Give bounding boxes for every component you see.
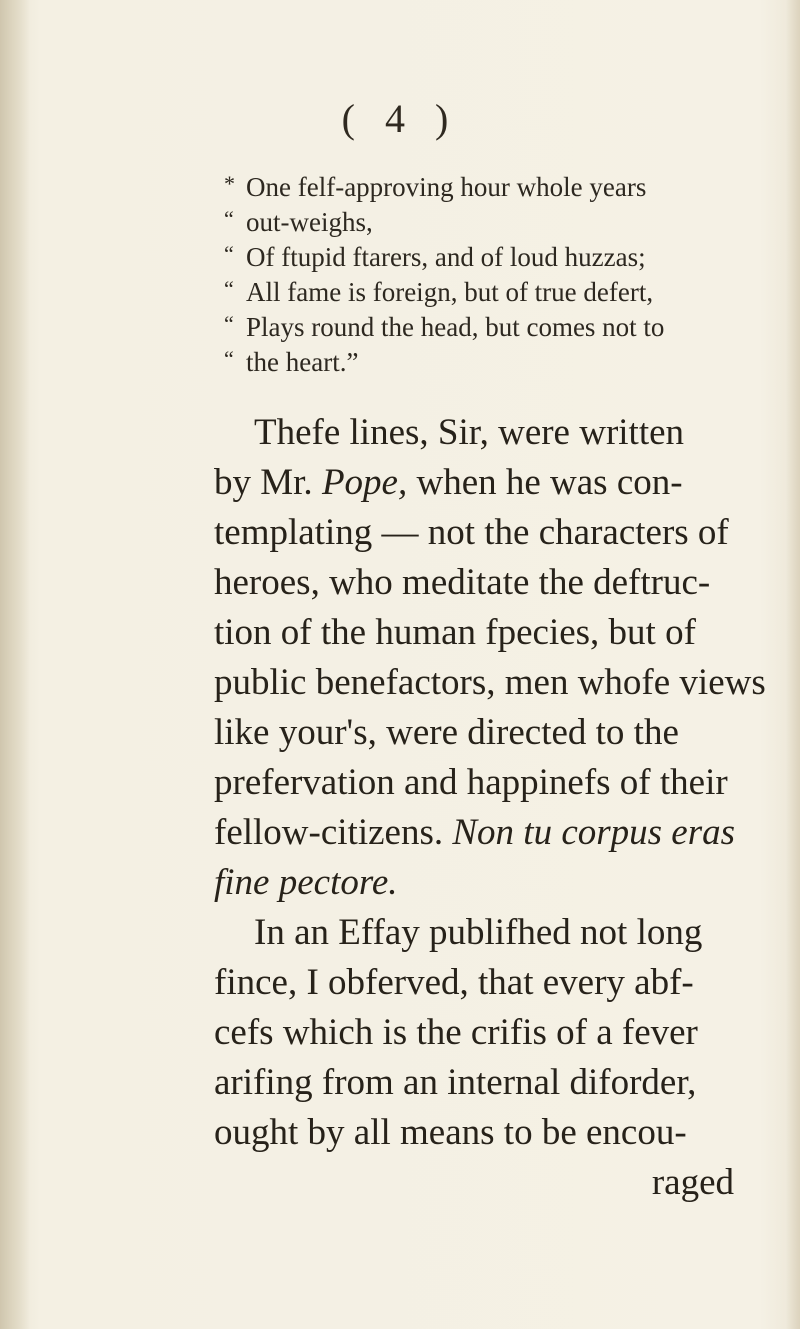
body-text [214, 408, 766, 1208]
paragraph-line: In an Effay publifhed not long [254, 912, 703, 953]
quotation-mark: “ [224, 206, 234, 231]
quote-line: “ All fame is foreign, but of true defert, [224, 275, 744, 310]
verse-quotation [224, 170, 744, 380]
paragraph-line: ought by all means to be encou- [214, 1112, 687, 1153]
paragraph-line: heroes, who meditate the deftruc- [214, 562, 711, 603]
paragraph-line: prefervation and happinefs of their [214, 762, 728, 803]
page-number: ( 4 ) [341, 96, 459, 141]
paragraph-line: public benefactors, men whofe views [214, 662, 766, 703]
quote-line: “ Of ftupid ftarers, and of loud huzzas; [224, 240, 744, 275]
page-right-edge [786, 0, 800, 1329]
paragraph-line: Thefe lines, Sir, were written [254, 412, 685, 453]
catchword: raged [651, 1162, 734, 1203]
paragraph-line: like your's, were directed to the [214, 712, 679, 753]
paragraph-line: by Mr. Pope, when he was con- [214, 462, 683, 503]
quotation-mark: “ [224, 311, 234, 336]
quote-line: * One felf-approving hour whole years [224, 170, 744, 205]
paragraph-line: arifing from an internal diforder, [214, 1062, 697, 1103]
quote-line: “ the heart.” [224, 345, 744, 380]
page-binding-edge [0, 0, 30, 1329]
quote-line: “ out-weighs, [224, 205, 744, 240]
paragraph-line: fince, I obferved, that every abf- [214, 962, 694, 1003]
paragraph-line: cefs which is the crifis of a fever [214, 1012, 698, 1053]
paragraph-line: templating — not the characters of [214, 512, 729, 553]
footnote-asterisk-mark: * [224, 171, 235, 196]
author-name: Pope, [321, 462, 408, 503]
paragraph-line: tion of the human fpecies, but of [214, 612, 696, 653]
quotation-mark: “ [224, 346, 234, 371]
paragraph-line: fellow-citizens. Non tu corpus eras [214, 812, 736, 853]
quotation-mark: “ [224, 241, 234, 266]
latin-phrase: fine pectore. [214, 862, 398, 903]
quotation-mark: “ [224, 276, 234, 301]
quote-line: “ Plays round the head, but comes not to [224, 310, 744, 345]
latin-phrase: Non tu corpus eras [452, 812, 736, 853]
paragraph-line [214, 858, 734, 908]
